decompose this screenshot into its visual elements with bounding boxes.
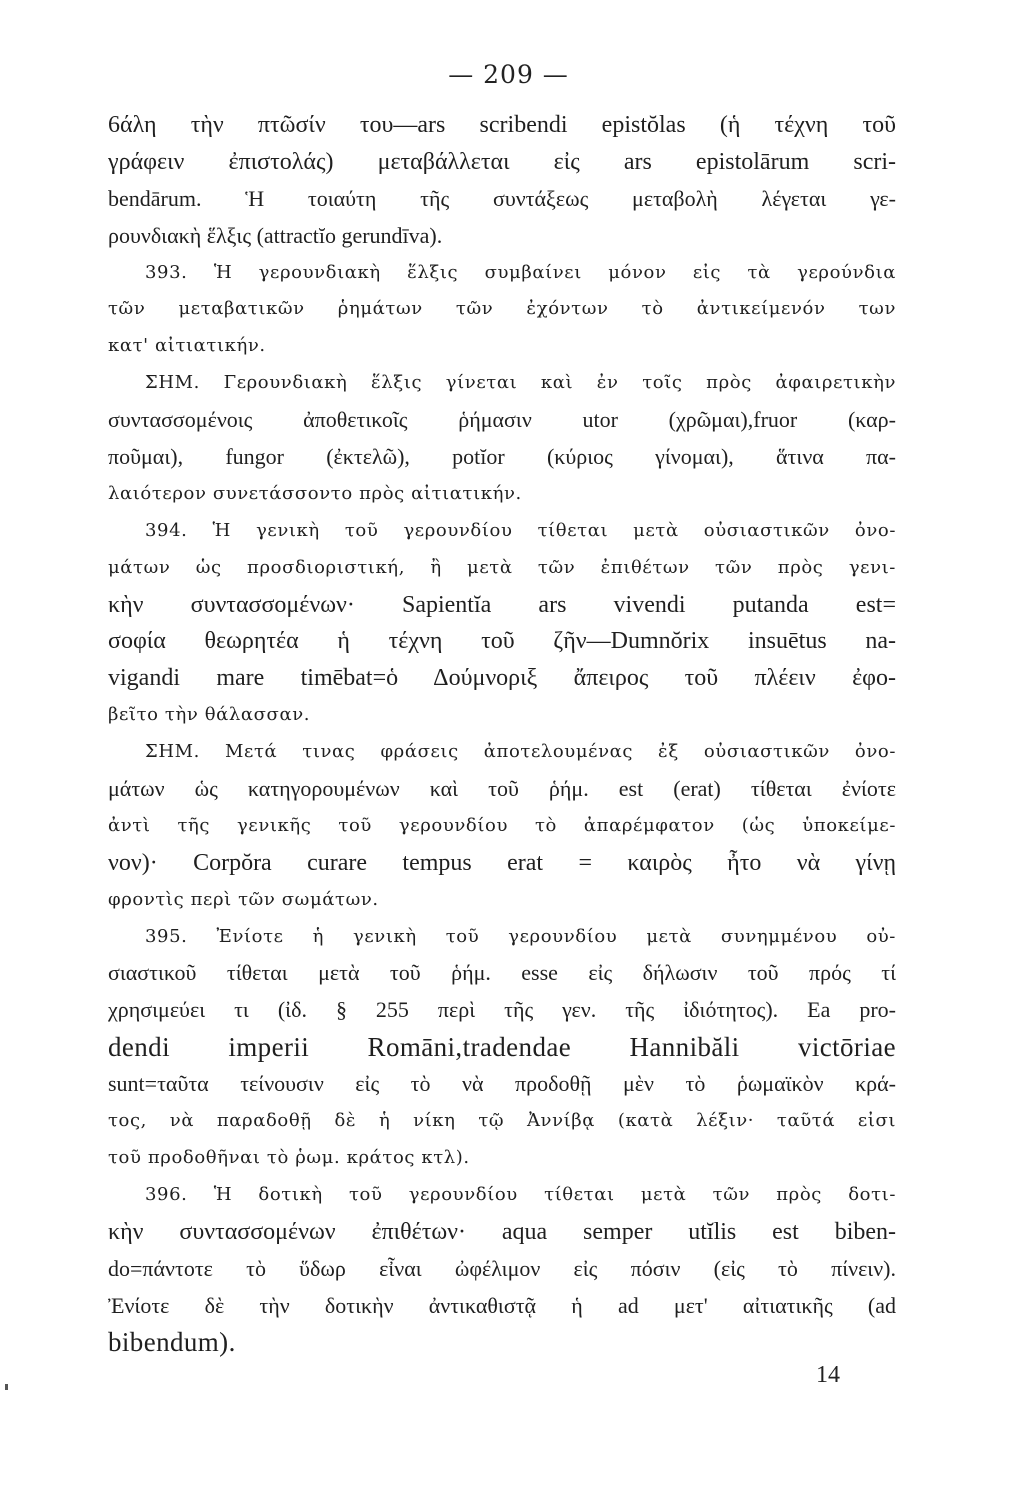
text-line: do=πάντοτε τὸ ὕδωρ εἶναι ὠφέλιμον εἰς πόσιν (εἰς τὸ πίνειν). [108,1255,896,1281]
text-line: μάτων ὡς κατηγορουμένων καὶ τοῦ ῥήμ. est (erat) τίθεται ἐνίοτε [108,776,896,802]
section-394-heading-line: 394. Ἡ γενικὴ τοῦ γερουνδίου τίθεται μετὰ οὐσιαστικῶν ὀνο- [145,519,896,541]
text-line: τοῦ προδοθῆναι τὸ ῥωμ. κράτος κτλ). [108,1146,470,1168]
text-line: 6άλη τὴν πτῶσίν του—ars scribendi epistŏlas (ἡ τέχνη τοῦ [108,112,896,138]
text-line: sunt=ταῦτα τείνουσιν εἰς τὸ νὰ προδοθῇ μὲν τὸ ῥωμαϊκὸν κρά- [108,1071,896,1097]
text-line: κὴν συντασσομένων ἐπιθέτων· aqua semper utĭlis est biben- [108,1218,896,1245]
signature-mark: 14 [816,1362,840,1388]
note-heading-line: ΣΗΜ. Μετά τινας φράσεις ἀποτελουμένας ἐξ οὐσιαστικῶν ὀνο- [145,741,896,763]
text-line: bibendum). [108,1327,236,1358]
text-line: ρουνδιακὴ ἕλξις (attractĭo gerundīva). [108,222,443,248]
text-line: dendi imperii Romāni,tradendae Hannibăli victōriae [108,1032,896,1063]
text-line: νον)· Corpŏra curare tempus erat = καιρὸς ἦτο νὰ γίνῃ [108,849,896,876]
text-line: φροντὶς περὶ τῶν σωμάτων. [108,888,379,910]
text-line: τῶν μεταβατικῶν ῥημάτων τῶν ἐχόντων τὸ ἀντικείμενόν των [108,298,896,320]
text-line: μάτων ὡς προσδιοριστική, ἢ μετὰ τῶν ἐπιθέτων τῶν πρὸς γενι- [108,556,896,578]
text-line: ποῦμαι), fungor (ἐκτελῶ), potĭor (κύριος γίνομαι), ἅτινα πα- [108,444,896,470]
note-heading-line: ΣΗΜ. Γερουνδιακὴ ἕλξις γίνεται καὶ ἐν τοῖς πρὸς ἀφαιρετικὴν [145,372,896,394]
text-line: γράφειν ἐπιστολάς) μεταβάλλεται εἰς ars epistolārum scri- [108,148,896,175]
section-396-heading-line: 396. Ἡ δοτικὴ τοῦ γερουνδίου τίθεται μετὰ τῶν πρὸς δοτι- [145,1183,896,1205]
body-text [108,107,896,1361]
margin-mark [5,1384,8,1390]
text-line: bendārum. Ἡ τοιαύτη τῆς συντάξεως μεταβολὴ λέγεται γε- [108,185,896,211]
text-line: κατ' αἰτιατικήν. [108,335,266,357]
text-line: Ἐνίοτε δὲ τὴν δοτικὴν ἀντικαθιστᾷ ἡ ad μετ' αἰτιατικῆς (ad [108,1292,896,1318]
text-line: συντασσομένοις ἀποθετικοῖς ῥήμασιν utor (χρῶμαι),fruor (καρ- [108,407,896,433]
text-line: ἀντὶ τῆς γενικῆς τοῦ γερουνδίου τὸ ἀπαρέμφατον (ὡς ὑποκείμε- [108,814,896,836]
text-line: vigandi mare timēbat=ὁ Δούμνοριξ ἄπειρος τοῦ πλέειν ἐφο- [108,665,896,692]
text-line: λαιότερον συνετάσσοντο πρὸς αἰτιατικήν. [108,482,522,504]
section-393-heading-line: 393. Ἡ γερουνδιακὴ ἕλξις συμβαίνει μόνον εἰς τὰ γερούνδια [145,261,896,283]
text-line: χρησιμεύει τι (ἰδ. § 255 περὶ τῆς γεν. τῆς ἰδιότητος). Ea pro- [108,997,896,1023]
text-line: σιαστικοῦ τίθεται μετὰ τοῦ ῥήμ. esse εἰς δήλωσιν τοῦ πρός τί [108,960,896,986]
text-line: τος, νὰ παραδοθῇ δὲ ἡ νίκη τῷ Ἀννίβᾳ (κατὰ λέξιν· ταῦτά εἰσι [108,1110,896,1132]
page-number: — 209 — [448,60,569,89]
text-line: σοφία θεωρητέα ἡ τέχνη τοῦ ζῆν—Dumnŏrix insuētus na- [108,628,896,655]
text-line: κὴν συντασσομένων· Sapientĭa ars vivendi putanda est= [108,591,896,618]
section-395-heading-line: 395. Ἐνίοτε ἡ γενικὴ τοῦ γερουνδίου μετὰ συνημμένου οὐ- [145,925,896,947]
text-line: βεῖτο τὴν θάλασσαν. [108,704,311,726]
